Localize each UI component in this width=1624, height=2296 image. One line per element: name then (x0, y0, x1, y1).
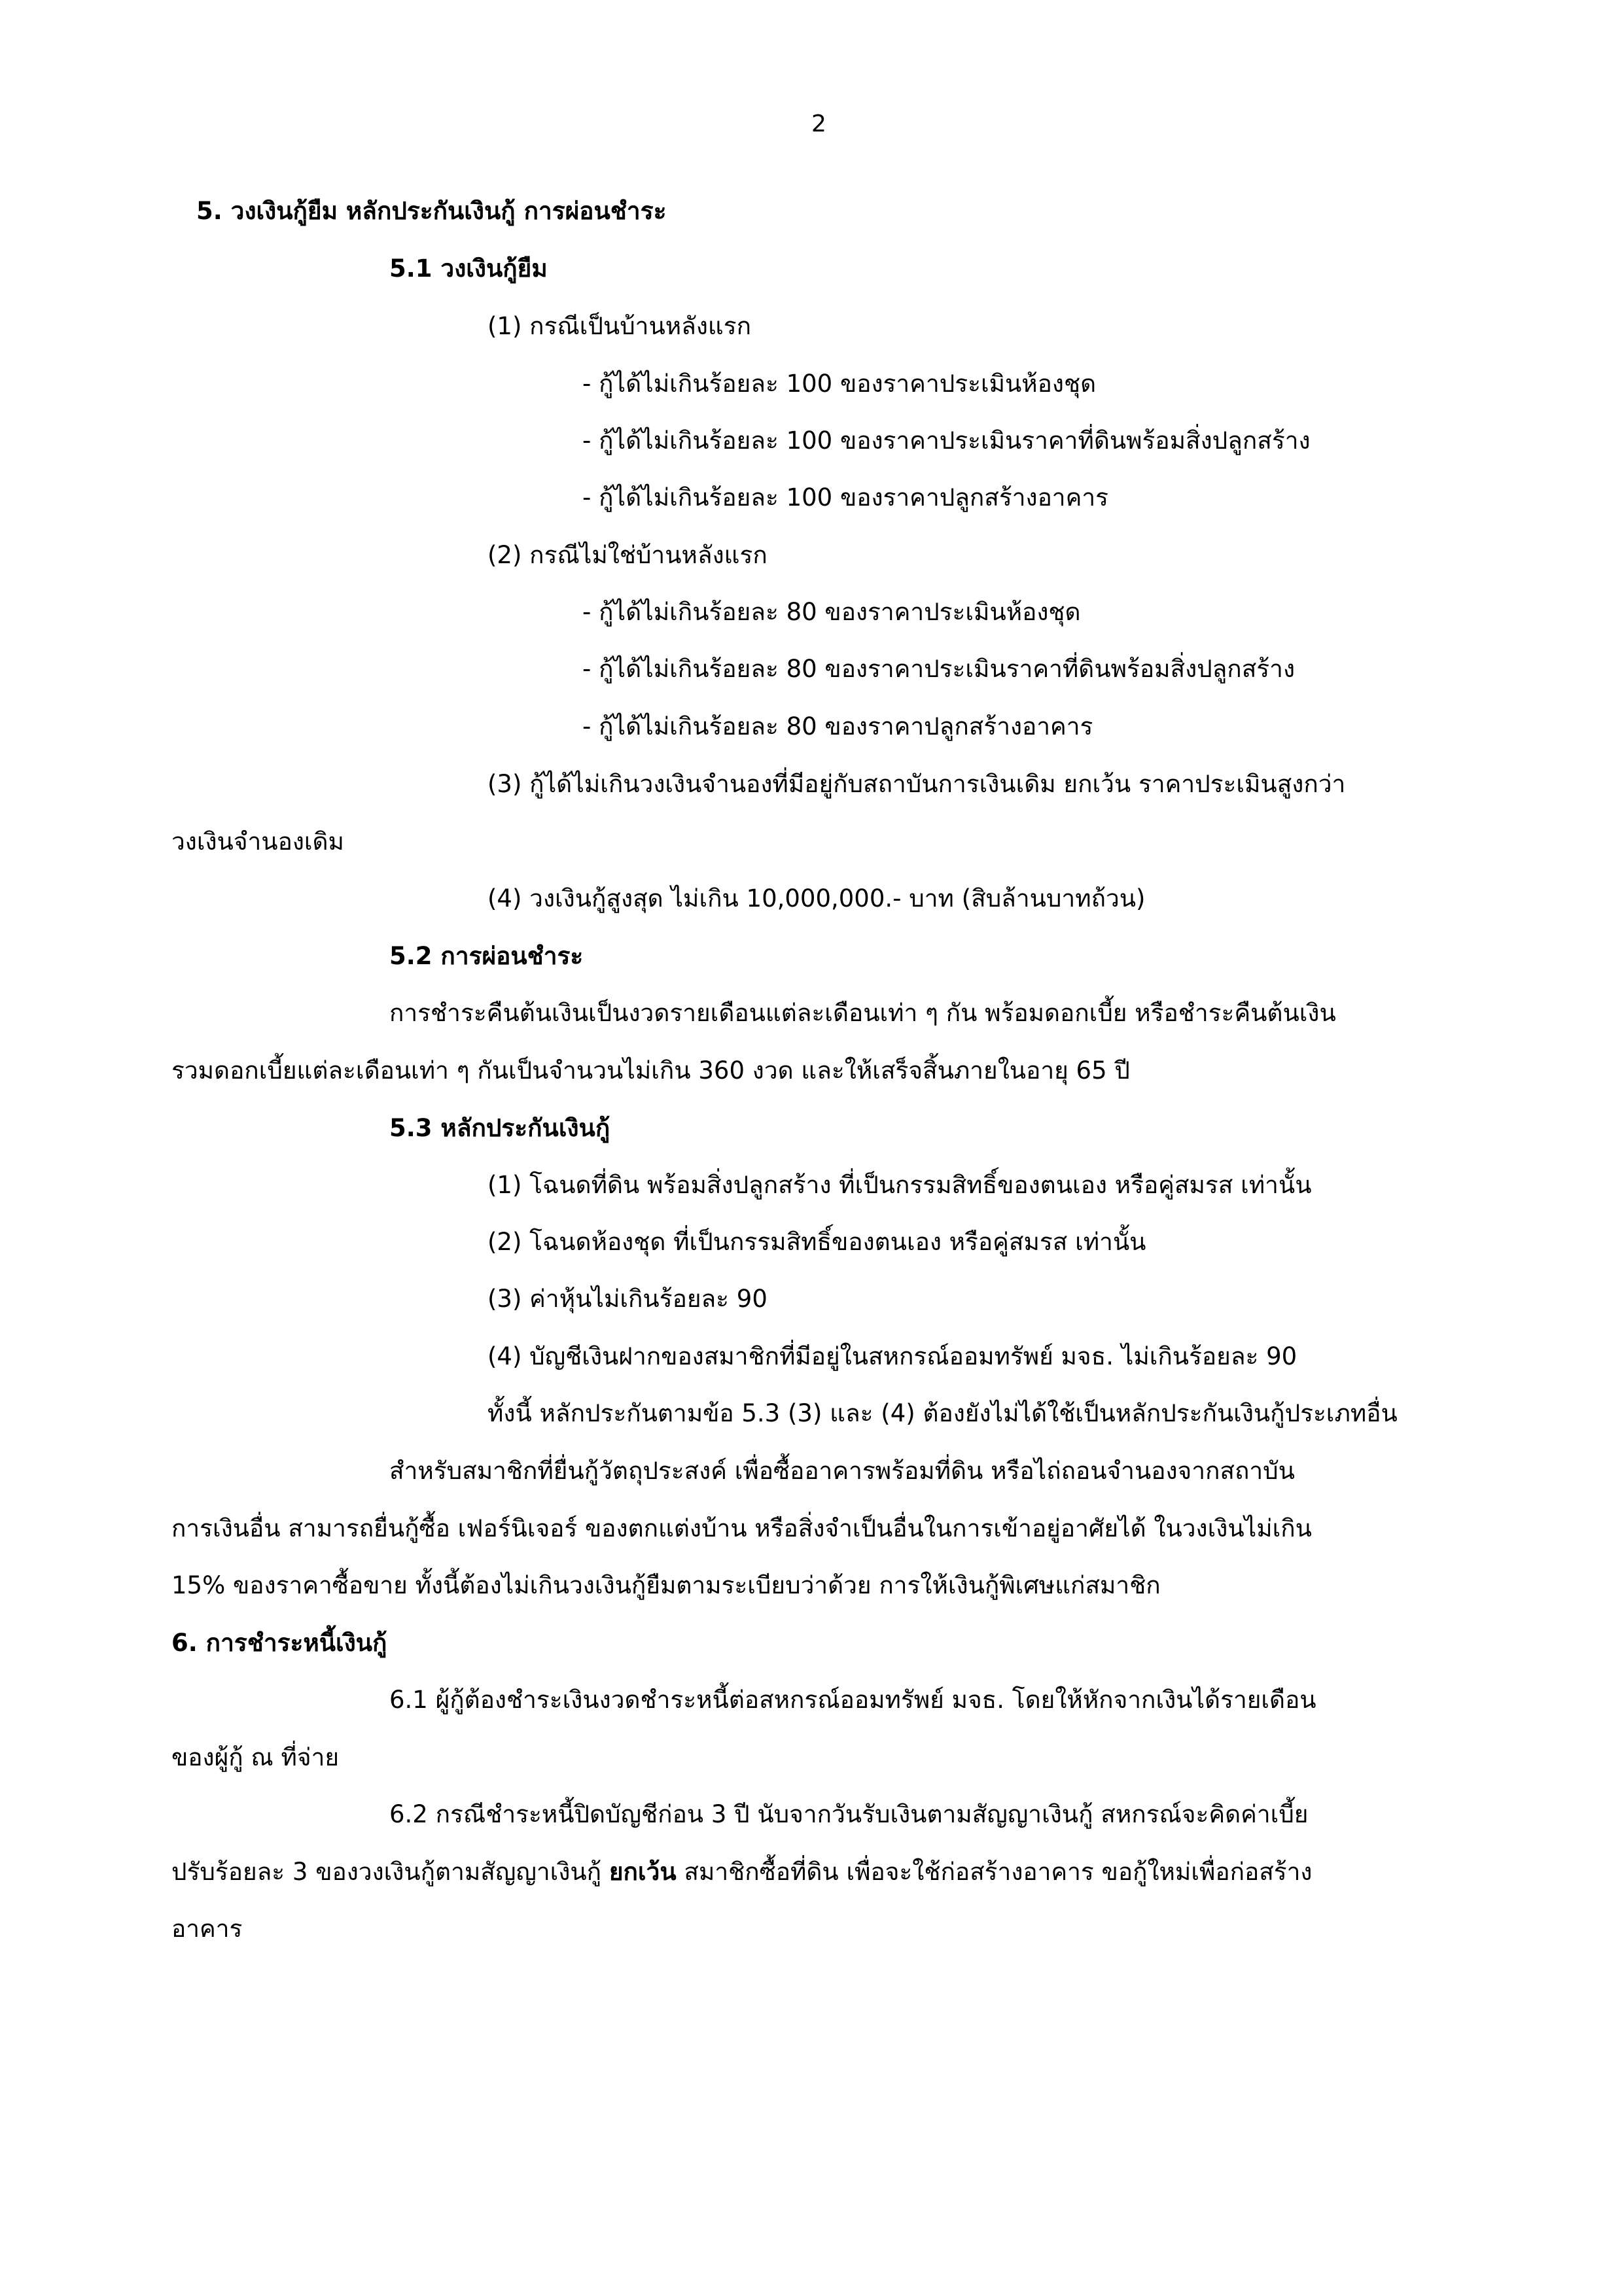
repayment-line-1: การชำระคืนต้นเงินเป็นงวดรายเดือนแต่ละเดือนเท่า ๆ กัน พร้อมดอกเบี้ย หรือชำระคืนต้นเงิน (389, 999, 1336, 1027)
section-6-2-line-2-post: สมาชิกซื้อที่ดิน เพื่อจะใช้ก่อสร้างอาคาร ขอกู้ใหม่เพื่อก่อสร้าง (676, 1858, 1313, 1886)
section-6-2-line-3: อาคาร (171, 1915, 243, 1943)
case-2-item: - กู้ได้ไม่เกินร้อยละ 80 ของราคาประเมินห้องชุด (582, 598, 1081, 626)
section-5-2-heading: 5.2 การผ่อนชำระ (389, 942, 584, 970)
case-1-item: - กู้ได้ไม่เกินร้อยละ 100 ของราคาประเมินราคาที่ดินพร้อมสิ่งปลูกสร้าง (582, 426, 1311, 455)
case-1-item: - กู้ได้ไม่เกินร้อยละ 100 ของราคาประเมินห้องชุด (582, 370, 1097, 398)
case-3-line-1: (3) กู้ได้ไม่เกินวงเงินจำนองที่มีอยู่กับสถาบันการเงินเดิม ยกเว้น ราคาประเมินสูงกว่า (487, 770, 1346, 798)
collateral-note: ทั้งนี้ หลักประกันตามข้อ 5.3 (3) และ (4) ต้องยังไม่ได้ใช้เป็นหลักประกันเงินกู้ประเภทอื่น (487, 1399, 1398, 1427)
section-6-2-line-2 (171, 1860, 1313, 1884)
furniture-para-line-1: สำหรับสมาชิกที่ยื่นกู้วัตถุประสงค์ เพื่อซื้ออาคารพร้อมที่ดิน หรือไถ่ถอนจำนองจากสถาบัน (389, 1457, 1295, 1485)
section-6-1-line-1: 6.1 ผู้กู้ต้องชำระเงินงวดชำระหนี้ต่อสหกรณ์ออมทรัพย์ มจธ. โดยให้หักจากเงินได้รายเดือน (389, 1686, 1316, 1714)
section-5-1-heading: 5.1 วงเงินกู้ยืม (389, 254, 548, 283)
case-4: (4) วงเงินกู้สูงสุด ไม่เกิน 10,000,000.- บาท (สิบล้านบาทถ้วน) (487, 884, 1146, 913)
furniture-para-line-3: 15% ของราคาซื้อขาย ทั้งนี้ต้องไม่เกินวงเงินกู้ยืมตามระเบียบว่าด้วย การให้เงินกู้พิเศษแก่สมาชิก (171, 1571, 1161, 1599)
case-1-item: - กู้ได้ไม่เกินร้อยละ 100 ของราคาปลูกสร้างอาคาร (582, 483, 1108, 512)
section-6-2-line-2-pre: ปรับร้อยละ 3 ของวงเงินกู้ตามสัญญาเงินกู้ (171, 1858, 609, 1886)
section-5-heading: 5. วงเงินกู้ยืม หลักประกันเงินกู้ การผ่อนชำระ (196, 197, 667, 225)
case-2-item: - กู้ได้ไม่เกินร้อยละ 80 ของราคาปลูกสร้างอาคาร (582, 712, 1093, 740)
section-6-heading: 6. การชำระหนี้เงินกู้ (171, 1629, 387, 1657)
page-number: 2 (811, 111, 826, 137)
collateral-item: (1) โฉนดที่ดิน พร้อมสิ่งปลูกสร้าง ที่เป็นกรรมสิทธิ์ของตนเอง หรือคู่สมรส เท่านั้น (487, 1171, 1312, 1199)
collateral-item: (4) บัญชีเงินฝากของสมาชิกที่มีอยู่ในสหกรณ์ออมทรัพย์ มจธ. ไม่เกินร้อยละ 90 (487, 1342, 1297, 1370)
furniture-para-line-2: การเงินอื่น สามารถยื่นกู้ซื้อ เฟอร์นิเจอร์ ของตกแต่งบ้าน หรือสิ่งจำเป็นอื่นในการเข้าอยู่อาศัยได้ ในวงเงินไม่เกิน (171, 1514, 1312, 1542)
section-6-2-line-1: 6.2 กรณีชำระหนี้ปิดบัญชีก่อน 3 ปี นับจากวันรับเงินตามสัญญาเงินกู้ สหกรณ์จะคิดค่าเบี้ย (389, 1800, 1309, 1828)
exception-keyword: ยกเว้น (609, 1858, 677, 1886)
section-5-3-heading: 5.3 หลักประกันเงินกู้ (389, 1114, 610, 1142)
case-1-label: (1) กรณีเป็นบ้านหลังแรก (487, 312, 752, 340)
collateral-item: (2) โฉนดห้องชุด ที่เป็นกรรมสิทธิ์ของตนเอง หรือคู่สมรส เท่านั้น (487, 1228, 1146, 1256)
case-3-line-2: วงเงินจำนองเดิม (171, 827, 344, 856)
repayment-line-2: รวมดอกเบี้ยแต่ละเดือนเท่า ๆ กันเป็นจำนวนไม่เกิน 360 งวด และให้เสร็จสิ้นภายในอายุ 65 ปี (171, 1056, 1130, 1085)
case-2-item: - กู้ได้ไม่เกินร้อยละ 80 ของราคาประเมินราคาที่ดินพร้อมสิ่งปลูกสร้าง (582, 655, 1296, 683)
case-2-label: (2) กรณีไม่ใช่บ้านหลังแรก (487, 541, 768, 569)
collateral-item: (3) ค่าหุ้นไม่เกินร้อยละ 90 (487, 1285, 768, 1313)
section-6-1-line-2: ของผู้กู้ ณ ที่จ่าย (171, 1743, 340, 1771)
